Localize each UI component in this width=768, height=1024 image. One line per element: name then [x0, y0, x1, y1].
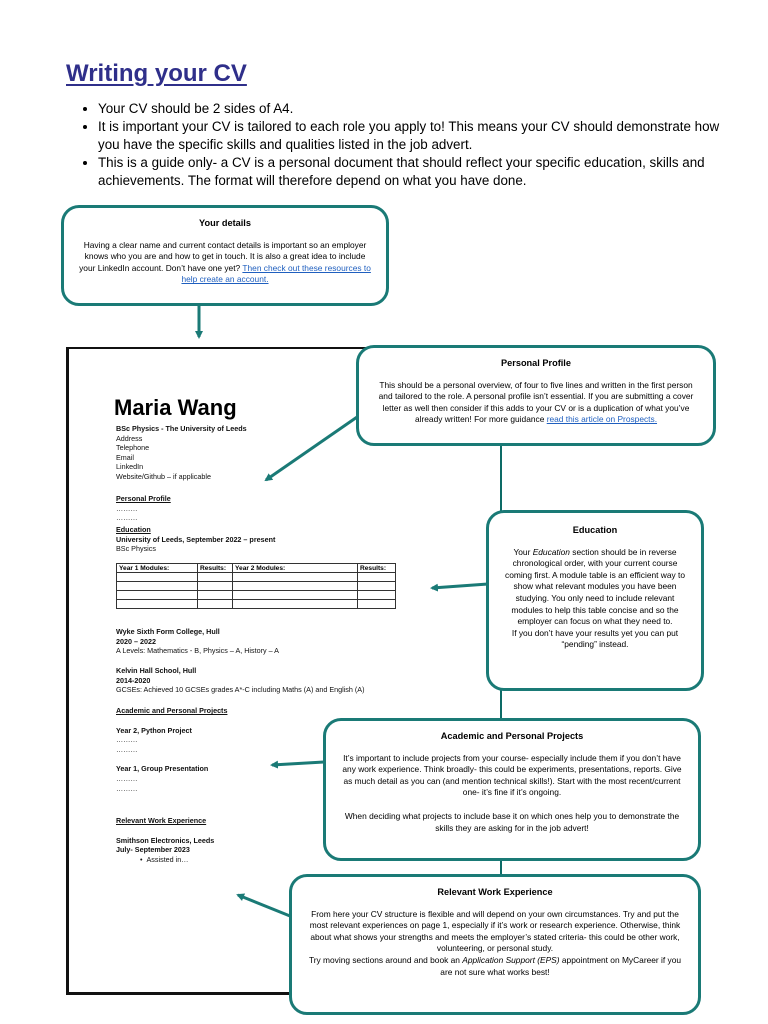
cv-contact-line: Email	[116, 452, 134, 462]
callout-title: Academic and Personal Projects	[440, 731, 584, 741]
prospects-article-link[interactable]: read this article on Prospects.	[546, 414, 658, 425]
cv-project-title: Year 1, Group Presentation	[116, 764, 209, 774]
callout-title: Your details	[199, 218, 251, 228]
cv-placeholder: ………	[116, 744, 138, 754]
cv-placeholder: ………	[116, 735, 138, 745]
cv-contact-line: LinkedIn	[116, 462, 144, 472]
callout-your-details	[61, 205, 389, 306]
cv-placeholder: ………	[116, 503, 138, 513]
callout-text: Try moving sections around and book an Application Support (EPS) appointment on MyCareer if you are not sure what works best!	[308, 954, 682, 977]
callout-text: This should be a personal overview, of four to five lines and written in the first person and tailored to the role. A personal profile isn’t essential. If you are submitting a cover letter as well then consider if this adds to your CV or is a duplication of what you’ve already written! For more guidance read this article on Prospects.	[378, 379, 694, 425]
arrow-projects	[272, 762, 324, 765]
cv-project-title: Year 2, Python Project	[116, 725, 192, 735]
cv-employer: Smithson Electronics, Leeds	[116, 835, 215, 845]
cv-contact-line: Telephone	[116, 443, 150, 453]
arrow-education	[432, 584, 488, 588]
cv-contact-line: Website/Github – if applicable	[116, 471, 211, 481]
cv-college: Wyke Sixth Form College, Hull	[116, 627, 220, 636]
cv-degree-line: BSc Physics - The University of Leeds	[116, 424, 247, 433]
table-header: Year 2 Modules:	[233, 564, 358, 573]
cv-school: Kelvin Hall School, Hull	[116, 666, 197, 675]
cv-school-grades: GCSEs: Achieved 10 GCSEs grades A*-C including Maths (A) and English (A)	[116, 685, 365, 695]
list-item: • Assisted in…	[140, 854, 189, 864]
cv-profile-heading: Personal Profile	[116, 494, 171, 503]
cv-university: University of Leeds, September 2022 – present	[116, 534, 276, 544]
list-item: • It is important your CV is tailored to each role you apply to! This means your CV should demonstrate how you have the specific skills and qualities listed in the job advert.	[98, 118, 738, 154]
page-title: Writing your CV	[66, 60, 247, 87]
callout-text: If you don’t have your results yet you can put “pending” instead.	[511, 627, 679, 650]
table-header: Results:	[358, 564, 396, 573]
resources-link[interactable]: Then check out these resources to help create an account.	[181, 262, 371, 285]
cv-placeholder: ………	[116, 773, 138, 783]
cv-name: Maria Wang	[114, 395, 237, 420]
cv-projects-heading: Academic and Personal Projects	[116, 706, 228, 715]
callout-text: It’s important to include projects from your course- especially include them if you don’t have any work experience. Think broadly- this could be experiments, presentations, reports. Give as much detail as you can (and mention technical skills!). Start with the most recent/current one- it’s fine if it’s ongoing.	[342, 752, 682, 798]
table-header: Year 1 Modules:	[117, 564, 198, 573]
cv-college-grades: A Levels: Mathematics - B, Physics – A, History – A	[116, 646, 279, 656]
callout-text: Your Education section should be in reverse chronological order, with your current course coming first. A module table is an efficient way to show what relevant modules you have been studying. You only need to include relevant modules to help this table concise and so the employer can focus on what they need to.	[505, 546, 685, 627]
cv-employer-dates: July- September 2023	[116, 845, 190, 855]
callout-academic-projects	[323, 718, 701, 861]
list-item: • Your CV should be 2 sides of A4.	[98, 100, 738, 118]
callout-text: When deciding what projects to include base it on which ones help you to demonstrate the skills they are asking for in the job advert!	[344, 810, 680, 833]
cv-school-years: 2014-2020	[116, 675, 151, 685]
list-item: • This is a guide only- a CV is a personal document that should reflect your specific education, skills and achievements. The format will therefore depend on what you have done.	[98, 154, 738, 190]
cv-work-heading: Relevant Work Experience	[116, 816, 207, 825]
callout-title: Relevant Work Experience	[437, 887, 553, 897]
cv-placeholder: ………	[116, 513, 138, 523]
cv-education-heading: Education	[116, 525, 151, 534]
callout-text: From here your CV structure is flexible and will depend on your own circumstances. Try and put the most relevant experiences on page 1, especially if it’s work or research experience. Otherwise, think about what shows your strengths and meets the employer’s stated criteria- this could be other work, volunteering, or personal study.	[309, 908, 681, 954]
callout-personal-profile	[356, 345, 716, 446]
cv-contact-line: Address	[116, 433, 143, 443]
cv-work-bullet: Assisted in…	[146, 854, 189, 864]
table-header: Results:	[198, 564, 233, 573]
callout-education	[486, 510, 704, 691]
callout-text: Having a clear name and current contact details is important so an employer knows who you are and how to get in touch. It is also a great idea to include your LinkedIn account. Don’t have one yet? Then check out these resources to help create an account.	[79, 239, 371, 285]
arrow-work	[238, 895, 290, 916]
callout-title: Education	[572, 525, 618, 535]
cv-placeholder: ………	[116, 783, 138, 793]
callout-work-experience	[289, 874, 701, 1015]
cv-course: BSc Physics	[116, 544, 156, 554]
callout-title: Personal Profile	[501, 358, 571, 368]
cv-college-years: 2020 – 2022	[116, 636, 156, 646]
arrow-profile	[266, 415, 360, 480]
